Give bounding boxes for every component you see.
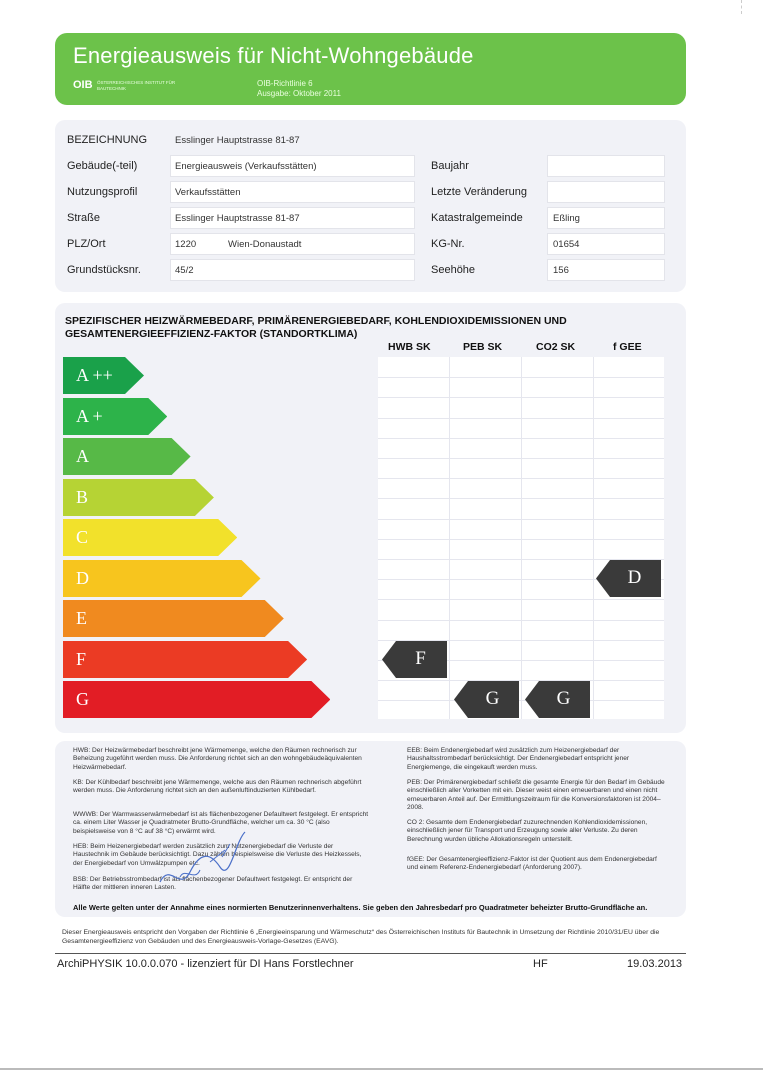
- grid-line-horizontal: [378, 599, 664, 600]
- letzte-cell: [547, 181, 665, 203]
- rating-marker-label: D: [627, 566, 642, 588]
- efficiency-class-label: G: [76, 689, 89, 709]
- def-hwb: HWB: Der Heizwärmebedarf beschreibt jene Wärmemenge, welche den Räumen rechnerisch zur Beheizung zugeführt werden muss. Die Anforderung richtet sich an den wohngebäudeäquivalenten Heizwärmebedarf.: [73, 747, 362, 771]
- rating-marker-label: G: [556, 688, 571, 709]
- grid-line-horizontal: [378, 418, 664, 419]
- rating-marker-hwb-sk: [382, 641, 447, 678]
- rating-marker-co2-sk: [525, 681, 590, 718]
- def-wwwb: WWWB: Der Warmwasserwärmebedarf ist als flächenbezogener Defaultwert festgelegt. Er entspricht ca. einem Liter Wasser je Quadratmeter Brutto-Grundfläche, welcher um ca. 30 °C (also beispielsweise von 8 °C auf 38 °C) erwärmt wird.: [73, 811, 369, 835]
- oib-logo: OIB: [73, 79, 93, 91]
- grid-line-horizontal: [378, 519, 664, 520]
- def-co2: CO 2: Gesamte dem Endenergiebedarf zuzurechnenden Kohlendioxidemissionen, einschließlich jener für Transport und Erzeugung sowie aller Verluste. Zu deren Berechnung wurden übliche Allokationsregeln unterstellt.: [407, 819, 648, 843]
- grid-line-horizontal: [378, 498, 664, 499]
- nutzung-value: Verkaufsstätten: [175, 187, 241, 198]
- info-row-bezeichnung: [55, 128, 686, 154]
- definitions-footnote: Alle Werte gelten unter der Annahme eines normierten Benutzerinnenverhaltens. Sie geben den Jahresbedarf pro Quadratmeter beheizter Brutto-Grundfläche an.: [73, 903, 648, 912]
- letzte-label: Letzte Veränderung: [431, 186, 528, 198]
- handwritten-signature: [150, 822, 260, 902]
- efficiency-arrow-fill: [63, 560, 261, 597]
- def-fgee: fGEE: Der Gesamtenergieeffizienz-Faktor ist der Quotient aus dem Endenergiebedarf und einem Referenz-Endenergiebedarf (Anforderung 2007).: [407, 856, 657, 872]
- grid-line-horizontal: [378, 478, 664, 479]
- efficiency-class-a: [63, 438, 191, 475]
- efficiency-arrow-shape: [63, 519, 237, 556]
- efficiency-class-e: [63, 600, 284, 637]
- col-co2-sk: CO2 SK: [536, 341, 576, 353]
- oib-logo-text: ÖSTERREICHISCHES INSTITUT FÜR BAUTECHNIK: [97, 80, 176, 91]
- efficiency-arrow-shape: [63, 681, 330, 718]
- bezeichnung-label: BEZEICHNUNG: [67, 134, 148, 146]
- document-title: Energieausweis für Nicht-Wohngebäude: [73, 43, 474, 68]
- efficiency-class-label: B: [76, 486, 89, 507]
- efficiency-class-d: [63, 560, 261, 597]
- grund-cell: [170, 259, 415, 281]
- grund-label: Grundstücksnr.: [67, 264, 141, 276]
- efficiency-arrow-fill: [63, 681, 330, 718]
- grid-line-horizontal: [378, 620, 664, 621]
- grund-value: 45/2: [175, 265, 194, 276]
- rating-marker-peb-sk: [454, 681, 519, 718]
- efficiency-class-label: A: [76, 446, 89, 466]
- footer-date: 19.03.2013: [627, 958, 683, 970]
- def-peb: PEB: Der Primärenergiebedarf schließt die gesamte Energie für den Bedarf im Gebäude einschließlich aller Vorketten mit ein. Dieser weist einen erneuerbaren und einen nicht erneuerbaren Anteil auf. Der Ermittlungszeitraum für die Konversionsfaktoren ist 2004–2008.: [407, 779, 665, 811]
- baujahr-label: Baujahr: [431, 160, 469, 172]
- efficiency-class-label: A ++: [76, 365, 113, 385]
- efficiency-arrow-shape: [63, 641, 307, 678]
- kg-label: KG-Nr.: [431, 238, 465, 250]
- bezeichnung-value: Esslinger Hauptstrasse 81-87: [175, 135, 300, 146]
- efficiency-class-g: [63, 681, 330, 718]
- efficiency-arrow-fill: [63, 641, 307, 678]
- legal-disclaimer: Dieser Energieausweis entspricht den Vorgaben der Richtlinie 6 „Energieeinsparung und Wärmeschutz“ des Österreichischen Instituts für Bautechnik in Umsetzung der Richtlinie 2010/31/EU über die Gesamtenergieeffizienz von Gebäuden und des Energieausweis-Vorlage-Gesetzes (EAVG).: [62, 929, 660, 945]
- building-info-panel: [55, 120, 686, 292]
- efficiency-arrow-fill: [63, 600, 284, 637]
- kg-value: 01654: [553, 239, 580, 250]
- nutzung-label: Nutzungsprofil: [67, 186, 138, 198]
- see-value: 156: [553, 265, 569, 276]
- strasse-label: Straße: [67, 212, 101, 224]
- kat-label: Katastralgemeinde: [431, 212, 523, 224]
- col-f-gee: f GEE: [613, 341, 642, 353]
- guideline-info: [257, 79, 341, 99]
- efficiency-class-label: F: [76, 648, 87, 669]
- efficiency-class-label: E: [76, 608, 87, 628]
- page-edge: [0, 1068, 763, 1070]
- rating-marker-label: F: [415, 647, 426, 669]
- see-label: Seehöhe: [431, 264, 476, 276]
- footer-initials: HF: [533, 958, 548, 970]
- grid-line-horizontal: [378, 438, 664, 439]
- grid-line-horizontal: [378, 539, 664, 540]
- guideline-edition: Ausgabe: Oktober 2011: [257, 89, 341, 98]
- col-hwb-sk: HWB SK: [388, 341, 431, 353]
- def-bsb: BSB: Der Betriebsstrombedarf ist als flächenbezogener Defaultwert festgelegt. Er entspricht der Hälfte der mittleren inneren Lasten.: [73, 876, 353, 892]
- baujahr-cell: [547, 155, 665, 177]
- def-kb: KB: Der Kühlbedarf beschreibt jene Wärmemenge, welche aus den Räumen rechnerisch abgeführt werden muss. Die Anforderung richtet sich an den außenluftinduzierten Kühlbedarf.: [73, 779, 362, 795]
- efficiency-class-f: [63, 641, 307, 678]
- grid-line-horizontal: [378, 458, 664, 459]
- efficiency-class-label: A +: [76, 405, 103, 426]
- kat-value: Eßling: [553, 213, 580, 224]
- grid-line-horizontal: [378, 680, 664, 681]
- footer-software: ArchiPHYSIK 10.0.0.070 - lizenziert für DI Hans Forstlechner: [57, 958, 354, 970]
- energy-rating-panel: [55, 303, 686, 733]
- rating-marker-label: G: [485, 688, 500, 709]
- def-heb: HEB: Beim Heizenergiebedarf werden zusätzlich zum Nutzenergiebedarf die Verluste der Haustechnik im Gebäude berücksichtigt. Dazu zählen beispielsweise die Verluste des Heizkessels, der Energiebedarf von Umwälzpumpen etc.: [73, 843, 362, 867]
- efficiency-arrow-shape: [63, 560, 261, 597]
- gebaeude-value: Energieausweis (Verkaufsstätten): [175, 161, 317, 172]
- efficiency-class-label: C: [76, 527, 89, 547]
- plz-value: 1220: [175, 239, 197, 250]
- efficiency-class-b: [63, 479, 214, 516]
- header-banner: [55, 33, 686, 105]
- strasse-value: Esslinger Hauptstrasse 81-87: [175, 213, 300, 224]
- efficiency-arrow-fill: [63, 519, 237, 556]
- energy-heading: SPEZIFISCHER HEIZWÄRMEBEDARF, PRIMÄRENERGIEBEDARF, KOHLENDIOXIDEMISSIONEN UND GESAMTENERGIEEFFIZIENZ-FAKTOR (STANDORTKLIMA): [65, 315, 567, 340]
- col-peb-sk: PEB SK: [463, 341, 503, 353]
- guideline-name: OIB-Richtlinie 6: [257, 79, 313, 88]
- def-eeb: EEB: Beim Endenergiebedarf wird zusätzlich zum Heizenergiebedarf der Haushaltsstrombedarf berücksichtigt. Der Endenergiebedarf entspricht jener Energiemenge, die eingekauft werden muss.: [407, 747, 630, 771]
- footer-divider: [55, 953, 686, 954]
- grid-line-horizontal: [378, 397, 664, 398]
- efficiency-class-label: D: [76, 567, 89, 588]
- plz-label: PLZ/Ort: [67, 238, 106, 250]
- efficiency-class-c: [63, 519, 237, 556]
- rating-marker-f-gee: [596, 560, 661, 597]
- efficiency-arrow-shape: [63, 600, 284, 637]
- efficiency-class-app: [63, 357, 144, 394]
- efficiency-class-ap: [63, 398, 167, 435]
- scan-edge-mark: [741, 0, 763, 14]
- ort-value: Wien-Donaustadt: [228, 239, 302, 250]
- gebaeude-label: Gebäude(-teil): [67, 160, 138, 172]
- grid-line-horizontal: [378, 377, 664, 378]
